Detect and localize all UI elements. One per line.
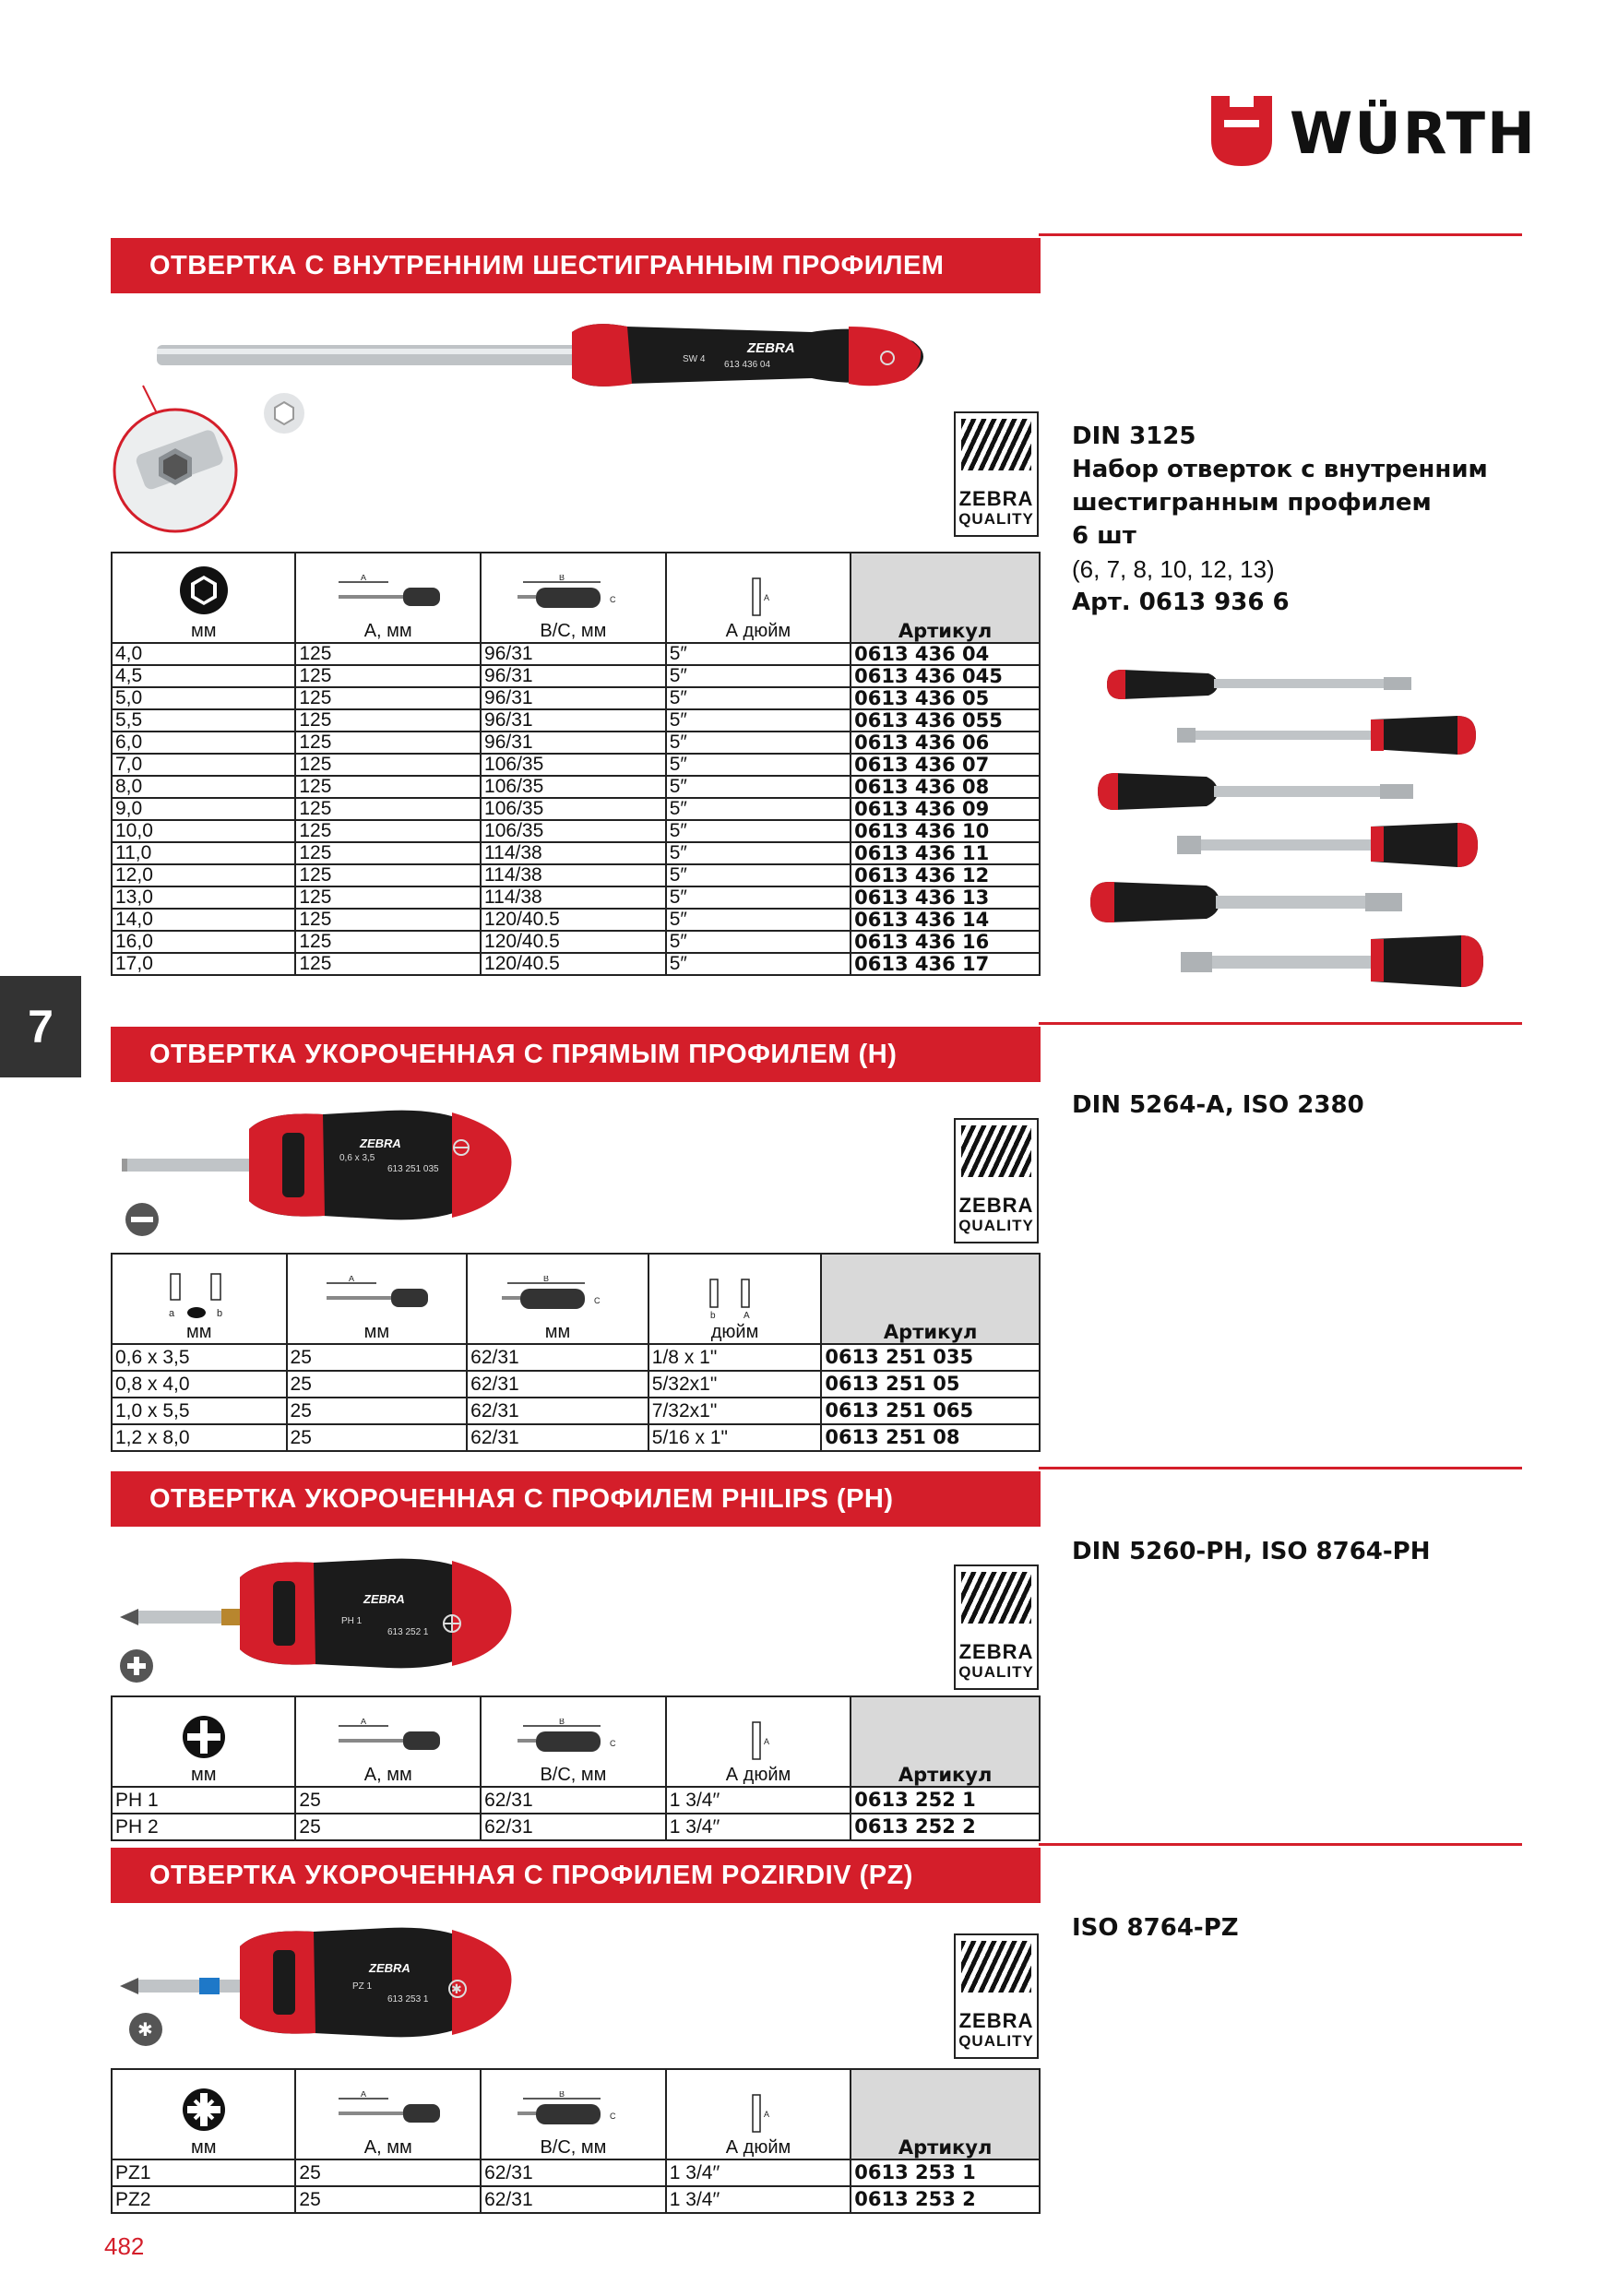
article-number-cell: 0613 436 07 xyxy=(851,754,1040,776)
chapter-tab[interactable]: 7 xyxy=(0,976,81,1077)
article-number-cell: 0613 436 06 xyxy=(851,732,1040,754)
table-cell: PH 1 xyxy=(112,1787,295,1814)
table-row xyxy=(112,886,1040,909)
svg-text:0,6 x 3,5: 0,6 x 3,5 xyxy=(339,1153,375,1163)
article-number-cell: 0613 436 17 xyxy=(851,953,1040,975)
article-number-cell: 0613 253 1 xyxy=(851,2159,1040,2186)
inch-diagram-icon xyxy=(740,1719,777,1765)
svg-text:C: C xyxy=(594,1296,601,1305)
page-number: 482 xyxy=(104,2232,145,2260)
pozidriv-screwdriver-image xyxy=(111,1919,535,2057)
section-title: ОТВЕРТКА С ВНУТРЕННИМ ШЕСТИГРАННЫМ ПРОФИЛЕМ xyxy=(111,238,1041,293)
table-cell: 114/38 xyxy=(481,886,666,909)
table-cell: 5″ xyxy=(666,665,851,687)
article-number-cell: 0613 436 08 xyxy=(851,776,1040,798)
table-row xyxy=(112,1398,1040,1424)
svg-text:SW 4: SW 4 xyxy=(683,354,706,364)
set-article: Арт. 0613 936 6 xyxy=(1072,589,1290,616)
table-cell: 7,0 xyxy=(112,754,295,776)
table-cell: 125 xyxy=(295,754,481,776)
table-cell: 5″ xyxy=(666,798,851,820)
handle-bc-diagram-icon xyxy=(518,1719,628,1765)
section-title: ОТВЕРТКА УКОРОЧЕННАЯ С ПРОФИЛЕМ PHILIPS (PH) xyxy=(111,1471,1041,1527)
table-row xyxy=(112,2186,1040,2213)
table-cell: 1 3/4′′ xyxy=(666,1814,851,1840)
table-body xyxy=(112,643,1040,975)
set-sizes: (6, 7, 8, 10, 12, 13) xyxy=(1072,555,1275,583)
article-number-cell: 0613 436 12 xyxy=(851,864,1040,886)
table-cell: 5″ xyxy=(666,931,851,953)
svg-text:PH 1: PH 1 xyxy=(341,1616,363,1626)
table-cell: 11,0 xyxy=(112,842,295,864)
table-row xyxy=(112,732,1040,754)
table-cell: 5″ xyxy=(666,732,851,754)
svg-text:A: A xyxy=(743,1311,750,1321)
zebra-quality-badge: ZEBRA QUALITY xyxy=(954,1564,1039,1690)
brand-name: WÜRTH xyxy=(1290,100,1537,167)
table-cell: 125 xyxy=(295,665,481,687)
set-description: DIN 3125 Набор отверток с внутренним шестигранным профилем 6 шт (6, 7, 8, 10, 12, 13) Арт. 0613 936 6 xyxy=(1072,420,1515,619)
article-number-cell: 0613 436 05 xyxy=(851,687,1040,709)
table-header-row: a b мм A мм B C мм b A дюйм Артикул xyxy=(112,1254,1040,1344)
zebra-quality-badge: ZEBRA QUALITY xyxy=(954,411,1039,537)
table-cell: 96/31 xyxy=(481,687,666,709)
table-cell: 4,0 xyxy=(112,643,295,665)
article-number-cell: 0613 436 16 xyxy=(851,931,1040,953)
table-cell: 17,0 xyxy=(112,953,295,975)
inch-diagram-icon xyxy=(694,1276,777,1322)
table-row xyxy=(112,709,1040,732)
article-number-cell: 0613 436 09 xyxy=(851,798,1040,820)
table-cell: 96/31 xyxy=(481,732,666,754)
table-cell: 1 3/4′′ xyxy=(666,2186,851,2213)
svg-text:✱: ✱ xyxy=(451,1982,462,1997)
table-row xyxy=(112,909,1040,931)
table-cell: 25 xyxy=(287,1424,468,1451)
table-cell: 114/38 xyxy=(481,864,666,886)
svg-text:A: A xyxy=(349,1276,355,1283)
table-cell: 96/31 xyxy=(481,709,666,732)
table-row xyxy=(112,820,1040,842)
svg-text:ZEBRA: ZEBRA xyxy=(360,1136,401,1150)
svg-text:b: b xyxy=(216,1308,222,1319)
length-a-diagram-icon xyxy=(333,1719,444,1765)
standard-label: DIN 5260-PH, ISO 8764-PH xyxy=(1072,1538,1431,1565)
svg-text:A: A xyxy=(764,2110,770,2119)
table-cell: 5″ xyxy=(666,776,851,798)
svg-text:613 251 035: 613 251 035 xyxy=(387,1164,439,1174)
table-cell: 25 xyxy=(287,1344,468,1371)
phillips-profile-icon xyxy=(182,1715,226,1759)
table-cell: 1,0 x 5,5 xyxy=(112,1398,287,1424)
article-number-cell: 0613 252 2 xyxy=(851,1814,1040,1840)
table-cell: 96/31 xyxy=(481,643,666,665)
table-cell: 125 xyxy=(295,709,481,732)
table-row xyxy=(112,687,1040,709)
table-cell: 1 3/4′′ xyxy=(666,2159,851,2186)
table-row xyxy=(112,1814,1040,1840)
table-cell: 96/31 xyxy=(481,665,666,687)
table-cell: 62/31 xyxy=(481,2159,666,2186)
table-cell: 7/32x1" xyxy=(648,1398,822,1424)
table-body xyxy=(112,1344,1040,1451)
zebra-quality-badge: ZEBRA QUALITY xyxy=(954,1933,1039,2059)
table-body xyxy=(112,2159,1040,2213)
article-number-cell: 0613 436 10 xyxy=(851,820,1040,842)
table-cell: 6,0 xyxy=(112,732,295,754)
table-cell: 5,5 xyxy=(112,709,295,732)
svg-text:b: b xyxy=(709,1311,716,1321)
svg-text:C: C xyxy=(610,1739,616,1748)
table-body xyxy=(112,1787,1040,1840)
svg-text:✱: ✱ xyxy=(137,2018,153,2040)
article-number-cell: 0613 253 2 xyxy=(851,2186,1040,2213)
table-cell: 1 3/4′′ xyxy=(666,1787,851,1814)
article-number-cell: 0613 436 04 xyxy=(851,643,1040,665)
table-cell: 125 xyxy=(295,864,481,886)
article-number-cell: 0613 436 11 xyxy=(851,842,1040,864)
section-title: ОТВЕРТКА УКОРОЧЕННАЯ С ПРЯМЫМ ПРОФИЛЕМ (Н) xyxy=(111,1027,1041,1082)
article-number-cell: 0613 436 045 xyxy=(851,665,1040,687)
table-cell: 25 xyxy=(287,1371,468,1398)
table-cell: 125 xyxy=(295,687,481,709)
table-cell: 125 xyxy=(295,931,481,953)
table-cell: 5″ xyxy=(666,842,851,864)
table-cell: 13,0 xyxy=(112,886,295,909)
table-cell: 5″ xyxy=(666,820,851,842)
slot-width-diagram-icon xyxy=(158,1270,241,1322)
svg-text:613 436 04: 613 436 04 xyxy=(724,360,771,370)
article-number-cell: 0613 436 13 xyxy=(851,886,1040,909)
table-cell: 62/31 xyxy=(467,1424,648,1451)
table-cell: 62/31 xyxy=(467,1371,648,1398)
table-cell: 5″ xyxy=(666,709,851,732)
table-cell: 62/31 xyxy=(467,1398,648,1424)
svg-text:a: a xyxy=(168,1308,174,1319)
table-cell: PZ1 xyxy=(112,2159,295,2186)
hex-spec-table xyxy=(111,552,1041,976)
standard-label: DIN 3125 xyxy=(1072,422,1196,450)
phillips-screwdriver-image xyxy=(111,1550,535,1688)
svg-text:A: A xyxy=(360,1719,366,1726)
table-header-row: мм A А, мм B C В/С, мм A А дюйм Артикул xyxy=(112,2069,1040,2159)
handle-bc-diagram-icon xyxy=(502,1276,613,1322)
table-cell: 120/40.5 xyxy=(481,909,666,931)
table-row xyxy=(112,1344,1040,1371)
table-cell: 5″ xyxy=(666,909,851,931)
table-cell: 1/8 x 1" xyxy=(648,1344,822,1371)
table-cell: 16,0 xyxy=(112,931,295,953)
article-number-cell: 0613 436 055 xyxy=(851,709,1040,732)
svg-text:613 253 1: 613 253 1 xyxy=(387,1994,429,2005)
svg-text:A: A xyxy=(763,593,769,602)
table-cell: 106/35 xyxy=(481,754,666,776)
svg-text:C: C xyxy=(610,2112,616,2121)
table-cell: 12,0 xyxy=(112,864,295,886)
table-cell: 125 xyxy=(295,820,481,842)
screwdriver-set-image xyxy=(1089,657,1494,998)
table-cell: 125 xyxy=(295,842,481,864)
table-row xyxy=(112,1371,1040,1398)
svg-text:B: B xyxy=(543,1276,550,1283)
table-cell: 25 xyxy=(295,1814,481,1840)
wurth-logo-icon xyxy=(1211,96,1272,166)
svg-text:C: C xyxy=(610,595,616,604)
table-cell: 0,8 x 4,0 xyxy=(112,1371,287,1398)
table-cell: 5/16 x 1" xyxy=(648,1424,822,1451)
svg-text:PZ 1: PZ 1 xyxy=(352,1981,373,1992)
table-row xyxy=(112,1424,1040,1451)
table-header-row: мм A А, мм B C В/С, мм A А дюйм Артикул xyxy=(112,553,1040,643)
table-cell: 106/35 xyxy=(481,798,666,820)
table-cell: 125 xyxy=(295,798,481,820)
inch-diagram-icon xyxy=(740,2091,777,2137)
table-cell: 125 xyxy=(295,643,481,665)
table-cell: 25 xyxy=(295,1787,481,1814)
table-cell: 5″ xyxy=(666,687,851,709)
svg-text:A: A xyxy=(360,2091,366,2099)
svg-text:ZEBRA: ZEBRA xyxy=(369,1961,410,1975)
table-cell: 5″ xyxy=(666,864,851,886)
table-cell: 5/32x1" xyxy=(648,1371,822,1398)
standard-label: ISO 8764-PZ xyxy=(1072,1914,1239,1942)
table-cell: PZ2 xyxy=(112,2186,295,2213)
table-cell: 25 xyxy=(287,1398,468,1424)
length-a-diagram-icon xyxy=(333,575,444,621)
table-cell: 25 xyxy=(295,2159,481,2186)
table-row xyxy=(112,2159,1040,2186)
table-cell: 125 xyxy=(295,909,481,931)
table-row xyxy=(112,864,1040,886)
article-number-cell: 0613 251 035 xyxy=(821,1344,1040,1371)
hex-screwdriver-image xyxy=(111,314,941,544)
table-cell: PH 2 xyxy=(112,1814,295,1840)
handle-bc-diagram-icon xyxy=(518,575,628,621)
svg-text:A: A xyxy=(360,575,366,582)
table-cell: 9,0 xyxy=(112,798,295,820)
table-row xyxy=(112,953,1040,975)
standard-label: DIN 5264-A, ISO 2380 xyxy=(1072,1091,1364,1119)
table-row xyxy=(112,776,1040,798)
hex-profile-icon xyxy=(179,565,229,615)
table-row xyxy=(112,931,1040,953)
table-cell: 125 xyxy=(295,886,481,909)
table-cell: 5″ xyxy=(666,886,851,909)
table-cell: 10,0 xyxy=(112,820,295,842)
svg-text:B: B xyxy=(559,575,565,582)
table-cell: 125 xyxy=(295,953,481,975)
inch-diagram-icon xyxy=(740,575,777,621)
svg-text:ZEBRA: ZEBRA xyxy=(747,340,795,356)
table-cell: 8,0 xyxy=(112,776,295,798)
svg-text:ZEBRA: ZEBRA xyxy=(363,1592,405,1606)
handle-bc-diagram-icon xyxy=(518,2091,628,2137)
table-row xyxy=(112,665,1040,687)
table-cell: 14,0 xyxy=(112,909,295,931)
table-cell: 25 xyxy=(295,2186,481,2213)
table-cell: 5″ xyxy=(666,643,851,665)
table-header-row: мм A А, мм B C В/С, мм A А дюйм Артикул xyxy=(112,1696,1040,1787)
svg-text:B: B xyxy=(559,1719,565,1726)
slotted-screwdriver-image xyxy=(111,1103,535,1242)
zebra-quality-badge: ZEBRA QUALITY xyxy=(954,1118,1039,1243)
table-cell: 120/40.5 xyxy=(481,953,666,975)
table-cell: 5,0 xyxy=(112,687,295,709)
article-number-cell: 0613 251 065 xyxy=(821,1398,1040,1424)
phillips-spec-table xyxy=(111,1695,1041,1841)
table-cell: 62/31 xyxy=(481,1787,666,1814)
table-cell: 106/35 xyxy=(481,776,666,798)
pozidriv-spec-table xyxy=(111,2068,1041,2214)
table-cell: 5″ xyxy=(666,754,851,776)
table-cell: 62/31 xyxy=(481,2186,666,2213)
pozidriv-profile-icon xyxy=(182,2088,226,2132)
svg-text:A: A xyxy=(764,1737,770,1746)
article-number-cell: 0613 251 08 xyxy=(821,1424,1040,1451)
svg-text:613 252 1: 613 252 1 xyxy=(387,1627,429,1637)
table-row xyxy=(112,1787,1040,1814)
table-cell: 106/35 xyxy=(481,820,666,842)
article-number-cell: 0613 436 14 xyxy=(851,909,1040,931)
article-number-cell: 0613 252 1 xyxy=(851,1787,1040,1814)
table-cell: 0,6 x 3,5 xyxy=(112,1344,287,1371)
section-title: ОТВЕРТКА УКОРОЧЕННАЯ С ПРОФИЛЕМ POZIRDIV (PZ) xyxy=(111,1848,1041,1903)
table-row xyxy=(112,643,1040,665)
svg-text:B: B xyxy=(559,2091,565,2099)
table-row xyxy=(112,754,1040,776)
table-cell: 62/31 xyxy=(467,1344,648,1371)
length-a-diagram-icon xyxy=(321,1276,432,1322)
table-cell: 62/31 xyxy=(481,1814,666,1840)
article-number-cell: 0613 251 05 xyxy=(821,1371,1040,1398)
table-cell: 125 xyxy=(295,776,481,798)
table-cell: 1,2 x 8,0 xyxy=(112,1424,287,1451)
table-cell: 4,5 xyxy=(112,665,295,687)
table-cell: 114/38 xyxy=(481,842,666,864)
length-a-diagram-icon xyxy=(333,2091,444,2137)
table-cell: 5″ xyxy=(666,953,851,975)
table-row xyxy=(112,842,1040,864)
table-cell: 120/40.5 xyxy=(481,931,666,953)
slotted-spec-table xyxy=(111,1253,1041,1452)
table-cell: 125 xyxy=(295,732,481,754)
table-row xyxy=(112,798,1040,820)
